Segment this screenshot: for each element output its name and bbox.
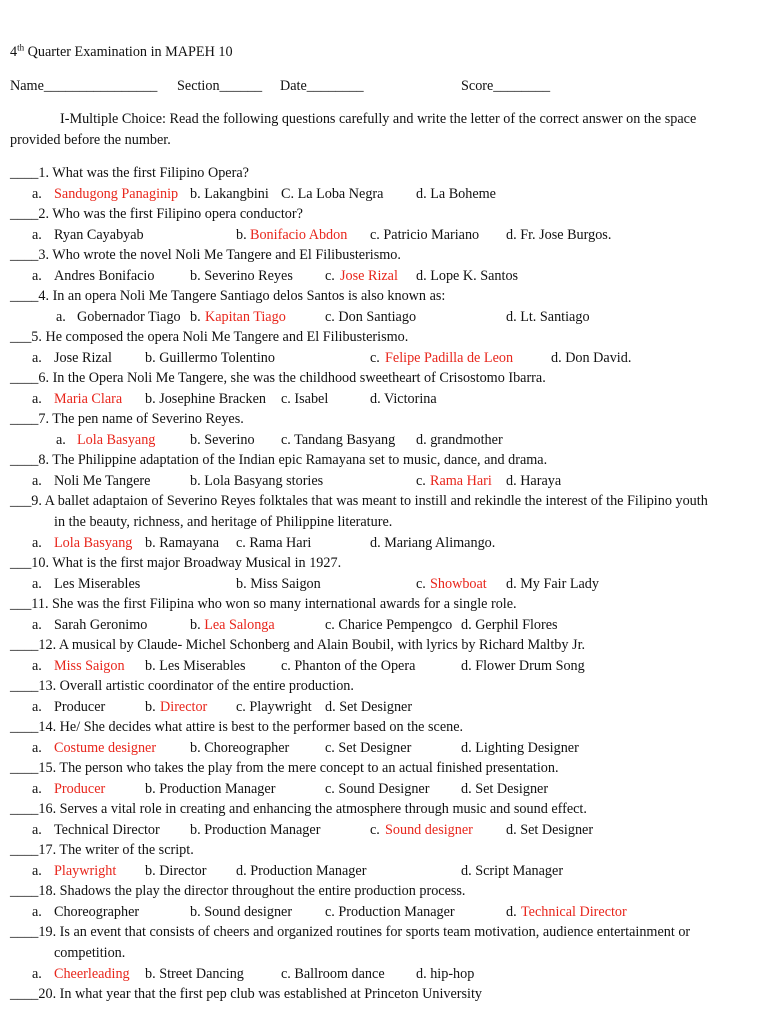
option-letter: b. bbox=[145, 699, 156, 715]
option-letter: d. bbox=[370, 535, 385, 551]
section-field: Section______ bbox=[177, 78, 263, 94]
option-letter: b. bbox=[190, 473, 205, 489]
question-5-option-2 bbox=[370, 348, 514, 368]
correct-answer: Technical Director bbox=[521, 904, 627, 920]
option-text: Lighting Designer bbox=[475, 740, 579, 756]
question-16-option-3 bbox=[506, 820, 593, 840]
question-4-option-1 bbox=[190, 307, 286, 327]
name-field: Name________________ bbox=[10, 78, 158, 94]
question-13-option-0 bbox=[32, 697, 106, 717]
option-letter: b. bbox=[190, 268, 205, 284]
option-text: Rama Hari bbox=[249, 535, 312, 551]
question-1-option-3 bbox=[416, 184, 496, 204]
question-12-option-3 bbox=[461, 656, 585, 676]
option-text: Gobernador Tiago bbox=[77, 309, 181, 325]
option-text: Script Manager bbox=[475, 863, 564, 879]
question-3-option-2 bbox=[325, 266, 398, 286]
question-5-text: ___5. He composed the opera Noli Me Tangere and El Filibusterismo. bbox=[10, 329, 409, 345]
question-12-text: ____12. A musical by Claude- Michel Schonberg and Alain Boubil, with lyrics by Richard Maltby Jr. bbox=[10, 637, 586, 653]
option-text: Gerphil Flores bbox=[475, 617, 558, 633]
question-14-text: ____14. He/ She decides what attire is best to the performer based on the scene. bbox=[10, 719, 464, 735]
question-8-text: ____8. The Philippine adaptation of the Indian epic Ramayana set to music, dance, and drama. bbox=[10, 452, 548, 468]
option-letter: a. bbox=[32, 740, 42, 756]
correct-answer: Lola Basyang bbox=[77, 432, 156, 448]
question-18-option-2 bbox=[325, 902, 455, 922]
option-letter: a. bbox=[32, 227, 42, 243]
option-letter: b. bbox=[145, 863, 160, 879]
option-letter: c. bbox=[281, 432, 295, 448]
option-text: Victorina bbox=[383, 391, 437, 407]
option-text: Fr. Jose Burgos. bbox=[520, 227, 612, 243]
question-10-option-0 bbox=[32, 574, 141, 594]
question-16-option-2 bbox=[370, 820, 473, 840]
option-text: Street Dancing bbox=[159, 966, 244, 982]
option-letter: b. bbox=[145, 535, 160, 551]
option-text: Isabel bbox=[294, 391, 329, 407]
question-3-option-1 bbox=[190, 266, 293, 286]
option-text: Noli Me Tangere bbox=[54, 473, 151, 489]
question-17-text: ____17. The writer of the script. bbox=[10, 842, 194, 858]
option-letter: c. bbox=[281, 966, 295, 982]
question-17-option-1 bbox=[145, 861, 206, 881]
question-18-option-0 bbox=[32, 902, 140, 922]
option-letter: d. bbox=[506, 227, 521, 243]
question-12-option-1 bbox=[145, 656, 245, 676]
question-3-option-0 bbox=[32, 266, 155, 286]
option-letter: d. bbox=[461, 740, 476, 756]
option-text: Flower Drum Song bbox=[475, 658, 585, 674]
question-5-option-1 bbox=[145, 348, 275, 368]
option-letter: b. bbox=[190, 904, 205, 920]
question-19-option-0 bbox=[32, 964, 130, 984]
question-1-option-0 bbox=[32, 184, 179, 204]
question-3-option-3 bbox=[416, 266, 518, 286]
question-14-option-2 bbox=[325, 738, 411, 758]
question-4-option-3 bbox=[506, 307, 590, 327]
option-letter: b. bbox=[190, 309, 201, 325]
correct-answer: Costume designer bbox=[54, 740, 157, 756]
option-text: Patricio Mariano bbox=[383, 227, 480, 243]
option-letter: c. bbox=[325, 268, 335, 284]
correct-answer: Jose Rizal bbox=[340, 268, 398, 284]
option-text: Ramayana bbox=[159, 535, 220, 551]
option-letter: a. bbox=[56, 432, 66, 448]
question-13-text: ____13. Overall artistic coordinator of the entire production. bbox=[10, 678, 354, 694]
question-18-option-3 bbox=[506, 902, 627, 922]
option-letter: b. bbox=[145, 350, 160, 366]
option-text: Les Miserables bbox=[54, 576, 141, 592]
question-20-text: ____20. In what year that the first pep club was established at Princeton University bbox=[10, 986, 483, 1002]
correct-answer: Cheerleading bbox=[54, 966, 130, 982]
option-text: Mariang Alimango. bbox=[384, 535, 496, 551]
option-letter: b. bbox=[145, 781, 160, 797]
option-letter: a. bbox=[32, 863, 42, 879]
option-text: Guillermo Tolentino bbox=[159, 350, 275, 366]
question-9-option-2 bbox=[236, 533, 311, 553]
question-2-option-0 bbox=[32, 225, 144, 245]
option-text: Ballroom dance bbox=[294, 966, 385, 982]
option-letter: b. bbox=[190, 822, 205, 838]
question-8-option-2 bbox=[416, 471, 492, 491]
question-9-option-1 bbox=[145, 533, 219, 553]
option-letter: a. bbox=[56, 309, 66, 325]
option-letter: d. bbox=[506, 576, 521, 592]
question-5-option-3 bbox=[551, 348, 631, 368]
option-letter: a. bbox=[32, 658, 42, 674]
option-letter: d. bbox=[461, 658, 476, 674]
option-letter: a. bbox=[32, 391, 42, 407]
question-6-option-2 bbox=[281, 389, 328, 409]
question-7-text: ____7. The pen name of Severino Reyes. bbox=[10, 411, 244, 427]
option-text: My Fair Lady bbox=[520, 576, 599, 592]
title-number: 4 bbox=[10, 44, 18, 60]
option-letter: a. bbox=[32, 617, 42, 633]
option-text: Set Designer bbox=[520, 822, 594, 838]
option-text: Director bbox=[159, 863, 207, 879]
option-text: Production Manager bbox=[204, 822, 321, 838]
correct-answer: Miss Saigon bbox=[54, 658, 125, 674]
question-14-option-1 bbox=[190, 738, 289, 758]
option-letter: b. bbox=[190, 186, 205, 202]
correct-answer: Sandugong Panaginip bbox=[54, 186, 179, 202]
question-5-option-0 bbox=[32, 348, 112, 368]
question-11-text: ___11. She was the first Filipina who won so many international awards for a single role. bbox=[10, 596, 517, 612]
option-letter: b. bbox=[236, 227, 247, 243]
question-10-option-3 bbox=[506, 574, 599, 594]
title-superscript: th bbox=[17, 42, 25, 53]
question-4-option-0 bbox=[56, 307, 181, 327]
option-letter: a. bbox=[32, 268, 42, 284]
option-text: Phanton of the Opera bbox=[294, 658, 416, 674]
instructions-line-2: provided before the number. bbox=[10, 132, 171, 148]
correct-answer: Maria Clara bbox=[54, 391, 123, 407]
option-letter: C. bbox=[281, 186, 298, 202]
option-text: Choreographer bbox=[54, 904, 140, 920]
correct-answer: Lola Basyang bbox=[54, 535, 133, 551]
question-11-option-1 bbox=[190, 615, 275, 635]
correct-answer: Showboat bbox=[430, 576, 487, 592]
option-letter: c. bbox=[325, 617, 339, 633]
question-6-text: ____6. In the Opera Noli Me Tangere, she was the childhood sweetheart of Crisostomo Ibarra. bbox=[10, 370, 546, 386]
option-letter: c. bbox=[325, 781, 339, 797]
question-1-option-1 bbox=[190, 184, 269, 204]
correct-answer: Bonifacio Abdon bbox=[250, 227, 348, 243]
option-letter: d. bbox=[506, 309, 521, 325]
question-7-option-2 bbox=[281, 430, 395, 450]
question-4-option-2 bbox=[325, 307, 416, 327]
option-text: Sarah Geronimo bbox=[54, 617, 148, 633]
question-13-option-1 bbox=[145, 697, 208, 717]
question-12-option-0 bbox=[32, 656, 125, 676]
option-letter: c. bbox=[370, 822, 380, 838]
option-letter: d. bbox=[236, 863, 251, 879]
question-1-text: ____1. What was the first Filipino Opera? bbox=[10, 165, 249, 181]
option-text: Playwright bbox=[249, 699, 312, 715]
question-15-option-3 bbox=[461, 779, 548, 799]
option-letter: b. bbox=[190, 740, 205, 756]
option-text: Don Santiago bbox=[338, 309, 417, 325]
question-9-text: ___9. A ballet adaptaion of Severino Reyes folktales that was meant to instill and rekindle the interest of the Filipino youth bbox=[10, 493, 708, 509]
option-letter: b. bbox=[145, 966, 160, 982]
question-9-text-cont: in the beauty, richness, and heritage of Philippine literature. bbox=[54, 514, 393, 530]
option-letter: c. bbox=[236, 535, 250, 551]
option-letter: c. bbox=[370, 227, 384, 243]
option-text: Lola Basyang stories bbox=[204, 473, 324, 489]
question-10-text: ___10. What is the first major Broadway Musical in 1927. bbox=[10, 555, 342, 571]
question-13-option-3 bbox=[325, 697, 412, 717]
exam-title bbox=[10, 42, 233, 62]
option-text: Miss Saigon bbox=[250, 576, 321, 592]
correct-answer: Rama Hari bbox=[430, 473, 492, 489]
option-text: Set Designer bbox=[475, 781, 549, 797]
option-letter: c. bbox=[416, 473, 426, 489]
option-letter: d. bbox=[416, 966, 431, 982]
option-text: Ryan Cayabyab bbox=[54, 227, 144, 243]
option-text: La Boheme bbox=[430, 186, 496, 202]
question-17-option-3 bbox=[461, 861, 563, 881]
question-18-option-1 bbox=[190, 902, 292, 922]
option-letter: a. bbox=[32, 576, 42, 592]
correct-answer: Felipe Padilla de Leon bbox=[385, 350, 514, 366]
question-16-option-0 bbox=[32, 820, 160, 840]
option-letter: a. bbox=[32, 699, 42, 715]
question-19-option-1 bbox=[145, 964, 244, 984]
option-letter: d. bbox=[461, 863, 476, 879]
option-letter: c. bbox=[416, 576, 426, 592]
question-19-text: ____19. Is an event that consists of cheers and organized routines for sports team motivation, audience entertainment or bbox=[10, 924, 691, 940]
option-text: hip-hop bbox=[430, 966, 475, 982]
question-8-option-1 bbox=[190, 471, 323, 491]
question-15-option-0 bbox=[32, 779, 106, 799]
option-letter: c. bbox=[325, 904, 339, 920]
option-letter: a. bbox=[32, 535, 42, 551]
option-letter: c. bbox=[281, 391, 295, 407]
option-text: Production Manager bbox=[250, 863, 367, 879]
option-letter: d. bbox=[416, 432, 431, 448]
question-18-text: ____18. Shadows the play the director throughout the entire production process. bbox=[10, 883, 466, 899]
option-letter: b. bbox=[236, 576, 251, 592]
option-letter: b. bbox=[190, 432, 205, 448]
question-7-option-3 bbox=[416, 430, 503, 450]
correct-answer: Playwright bbox=[54, 863, 117, 879]
option-letter: d. bbox=[506, 473, 521, 489]
question-14-option-0 bbox=[32, 738, 157, 758]
correct-answer: Kapitan Tiago bbox=[205, 309, 286, 325]
option-letter: b. bbox=[145, 658, 160, 674]
option-text: Tandang Basyang bbox=[294, 432, 396, 448]
option-text: La Loba Negra bbox=[297, 186, 384, 202]
question-14-option-3 bbox=[461, 738, 579, 758]
option-text: Sound Designer bbox=[338, 781, 430, 797]
question-12-option-2 bbox=[281, 656, 415, 676]
option-text: Lt. Santiago bbox=[520, 309, 590, 325]
option-text: Andres Bonifacio bbox=[54, 268, 155, 284]
question-11-option-3 bbox=[461, 615, 558, 635]
question-19-text-cont: competition. bbox=[54, 945, 126, 961]
option-letter: d. bbox=[416, 186, 431, 202]
question-11-option-2 bbox=[325, 615, 452, 635]
option-letter: a. bbox=[32, 186, 42, 202]
option-letter: c. bbox=[370, 350, 380, 366]
question-13-option-2 bbox=[236, 697, 312, 717]
question-15-text: ____15. The person who takes the play from the mere concept to an actual finished presentation. bbox=[10, 760, 559, 776]
title-text: Quarter Examination in MAPEH 10 bbox=[24, 44, 233, 60]
option-letter: a. bbox=[32, 350, 42, 366]
option-text: Charice Pempengco bbox=[338, 617, 453, 633]
question-7-option-1 bbox=[190, 430, 255, 450]
option-text: Producer bbox=[54, 699, 106, 715]
correct-answer: Producer bbox=[54, 781, 106, 797]
option-text: grandmother bbox=[430, 432, 503, 448]
option-letter: d. bbox=[506, 822, 521, 838]
question-8-option-0 bbox=[32, 471, 151, 491]
question-15-option-1 bbox=[145, 779, 275, 799]
correct-answer: Director bbox=[160, 699, 208, 715]
option-text: Josephine Bracken bbox=[159, 391, 266, 407]
option-letter: c. bbox=[325, 309, 339, 325]
option-text: Set Designer bbox=[339, 699, 413, 715]
option-letter: d. bbox=[461, 617, 476, 633]
option-letter: d. bbox=[325, 699, 340, 715]
question-4-text: ____4. In an opera Noli Me Tangere Santiago delos Santos is also known as: bbox=[10, 288, 446, 304]
option-letter: c. bbox=[281, 658, 295, 674]
option-text: Lakangbini bbox=[204, 186, 269, 202]
question-8-option-3 bbox=[506, 471, 561, 491]
option-letter: d. bbox=[506, 904, 517, 920]
option-text: Severino bbox=[204, 432, 255, 448]
option-letter: c. bbox=[236, 699, 250, 715]
question-2-text: ____2. Who was the first Filipino opera conductor? bbox=[10, 206, 303, 222]
option-letter: d. bbox=[416, 268, 431, 284]
option-letter: d. bbox=[370, 391, 384, 407]
question-16-option-1 bbox=[190, 820, 320, 840]
option-letter: a. bbox=[32, 904, 42, 920]
question-19-option-3 bbox=[416, 964, 474, 984]
question-11-option-0 bbox=[32, 615, 148, 635]
instructions-line-1: I-Multiple Choice: Read the following questions carefully and write the letter of the correct answer on the space bbox=[60, 111, 697, 127]
question-19-option-2 bbox=[281, 964, 385, 984]
option-letter: a. bbox=[32, 781, 42, 797]
question-17-option-0 bbox=[32, 861, 117, 881]
option-letter: d. bbox=[551, 350, 566, 366]
date-field: Date________ bbox=[280, 78, 364, 94]
option-text: Production Manager bbox=[338, 904, 455, 920]
option-letter: b. bbox=[145, 391, 160, 407]
option-text: Severino Reyes bbox=[204, 268, 293, 284]
option-letter: b. bbox=[190, 617, 205, 633]
option-letter: a. bbox=[32, 473, 42, 489]
option-letter: a. bbox=[32, 822, 42, 838]
option-text: Production Manager bbox=[159, 781, 276, 797]
option-letter: c. bbox=[325, 740, 339, 756]
option-text: Haraya bbox=[520, 473, 562, 489]
option-text: Lope K. Santos bbox=[430, 268, 519, 284]
question-17-option-2 bbox=[236, 861, 366, 881]
correct-answer: Sound designer bbox=[385, 822, 473, 838]
question-15-option-2 bbox=[325, 779, 429, 799]
question-9-option-3 bbox=[370, 533, 495, 553]
question-7-option-0 bbox=[56, 430, 156, 450]
question-2-option-2 bbox=[370, 225, 479, 245]
question-2-option-3 bbox=[506, 225, 611, 245]
question-9-option-0 bbox=[32, 533, 133, 553]
option-text: Sound designer bbox=[204, 904, 293, 920]
option-text: Choreographer bbox=[204, 740, 290, 756]
correct-answer: Lea Salonga bbox=[204, 617, 275, 633]
question-6-option-3 bbox=[370, 389, 437, 409]
option-letter: d. bbox=[461, 781, 476, 797]
question-16-text: ____16. Serves a vital role in creating and enhancing the atmosphere through music and sound effect. bbox=[10, 801, 587, 817]
option-text: Jose Rizal bbox=[54, 350, 112, 366]
option-letter: a. bbox=[32, 966, 42, 982]
score-field: Score________ bbox=[461, 78, 551, 94]
question-3-text: ____3. Who wrote the novel Noli Me Tangere and El Filibusterismo. bbox=[10, 247, 401, 263]
option-text: Set Designer bbox=[338, 740, 412, 756]
question-2-option-1 bbox=[236, 225, 348, 245]
question-6-option-1 bbox=[145, 389, 266, 409]
option-text: Les Miserables bbox=[159, 658, 246, 674]
option-text: Technical Director bbox=[54, 822, 160, 838]
question-10-option-2 bbox=[416, 574, 487, 594]
question-10-option-1 bbox=[236, 574, 321, 594]
question-1-option-2 bbox=[281, 184, 383, 204]
option-text: Don David. bbox=[565, 350, 632, 366]
question-6-option-0 bbox=[32, 389, 123, 409]
